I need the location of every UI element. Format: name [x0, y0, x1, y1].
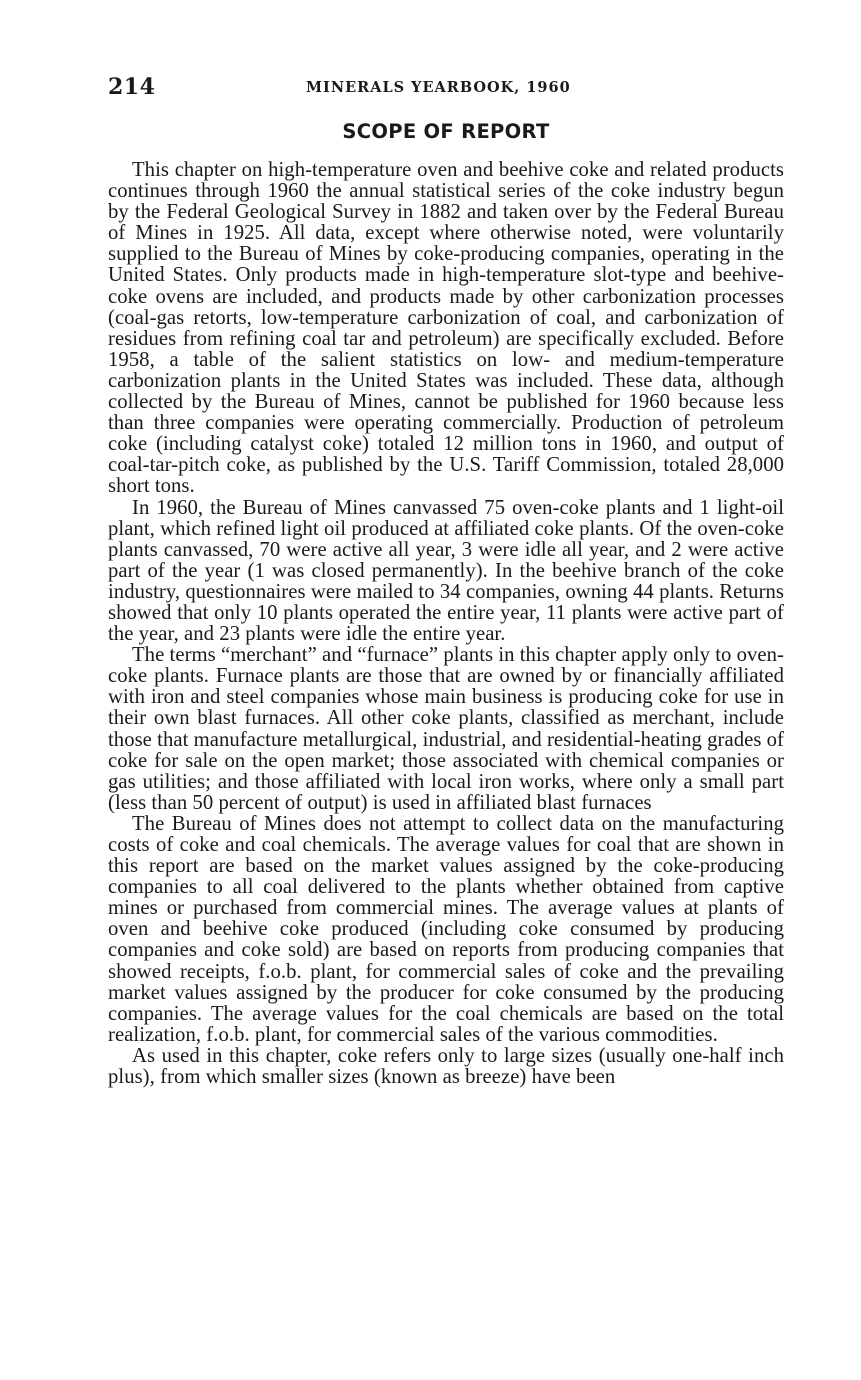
paragraph-values: The Bureau of Mines does not attempt to collect data on the manufacturing costs of coke and coal chemicals. The average values for coal that are shown in this report are based on the market values assigned by the coke-producing companies to all coal delivered to the plants whether obtained from captive mines or purchased from commercial mines. The average values at plants of oven and beehive coke produced (including coke consumed by producing companies and coke sold) are based on reports from producing companies that showed receipts, f.o.b. plant, for commercial sales of coke and the prevailing market values assigned by the producer for coke consumed by the producing companies. The average values for the coal chemicals are based on the total realization, f.o.b. plant, for commercial sales of the various commodities. [108, 812, 784, 1046]
body-text [108, 160, 784, 1088]
paragraph-canvass: In 1960, the Bureau of Mines canvassed 75 oven-coke plants and 1 light-oil plant, which refined light oil produced at affiliated coke plants. Of the oven-coke plants canvassed, 70 were active all year, 3 were idle all year, and 2 were active part of the year (1 was closed permanently). In the beehive branch of the coke industry, questionnaires were mailed to 34 companies, owning 44 plants. Returns showed that only 10 plants operated the entire year, 11 plants were active part of the year, and 23 plants were idle the entire year. [108, 496, 784, 646]
paragraph-merchant-furnace: The terms “merchant” and “furnace” plants in this chapter apply only to oven-coke plants. Furnace plants are those that are owned by or financially affiliated with iron and steel companies whose main business is producing coke for use in their own blast furnaces. All other coke plants, classified as merchant, include those that manufacture metallurgical, industrial, and residential-heating grades of coke for sale on the open market; those associated with chemical companies or gas utilities; and those affiliated with local iron works, where only a small part (less than 50 percent of output) is used in affiliated blast furnaces [108, 644, 784, 814]
running-title: MINERALS YEARBOOK, 1960 [306, 79, 571, 96]
paragraph-scope: This chapter on high-temperature oven and beehive coke and related products continues through 1960 the annual statistical series of the coke industry begun by the Federal Geological Survey in 1882 and taken over by the Federal Bureau of Mines in 1925. All data, except where otherwise noted, were voluntarily supplied to the Bureau of Mines by coke-producing companies, operating in the United States. Only products made in high-temperature slot-type and beehive-coke ovens are included, and products made by other carbonization processes (coal-gas retorts, low-temperature carbonization of coal, and carbonization of residues from refining coal tar and petroleum) are specifically excluded. Before 1958, a table of the salient statistics on low- and medium-temperature carbonization plants in the United States was included. These data, although collected by the Bureau of Mines, cannot be published for 1960 because less than three companies were operating commercially. Production of petroleum coke (including catalyst coke) totaled 12 million tons in 1960, and output of coal-tar-pitch coke, as published by the U.S. Tariff Commission, totaled 28,000 short tons. [108, 159, 784, 498]
running-header [108, 74, 784, 104]
paragraph-coke-definition: As used in this chapter, coke refers only to large sizes (usually one-half inch plus), from which smaller sizes (known as breeze) have been [108, 1044, 784, 1089]
page-number: 214 [108, 74, 156, 100]
section-heading: SCOPE OF REPORT [342, 120, 550, 143]
